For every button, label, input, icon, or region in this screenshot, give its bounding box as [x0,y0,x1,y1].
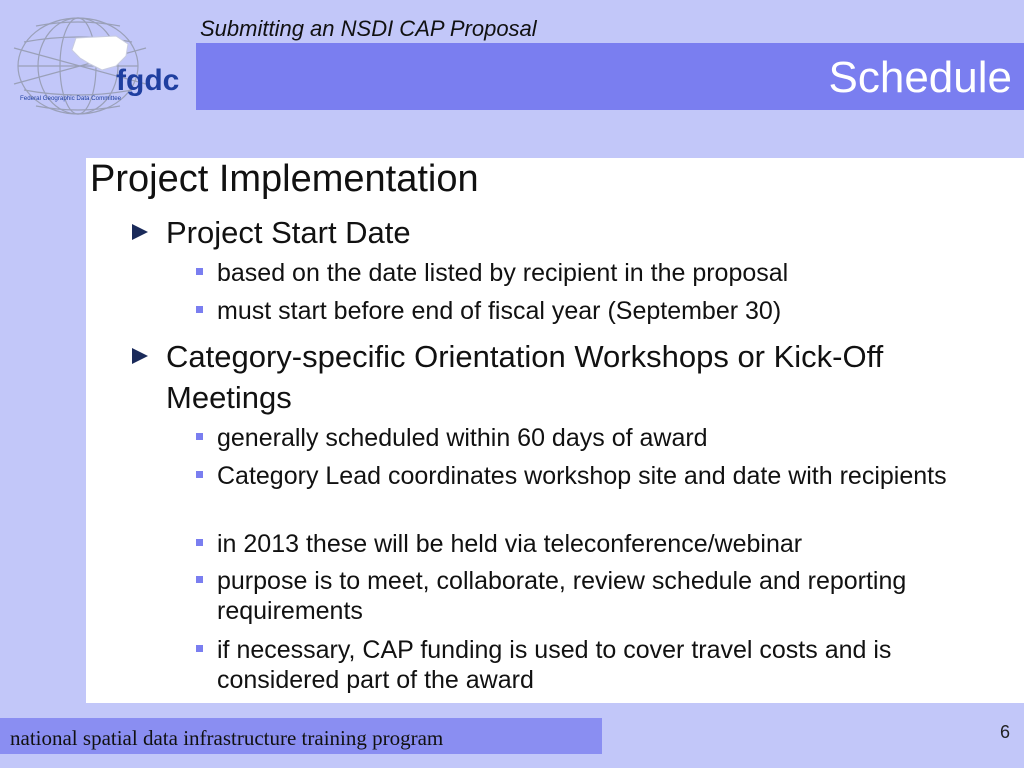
bullet-level2 [217,635,987,695]
bullet-level2-text: based on the date listed by recipient in the proposal [217,259,789,287]
content-panel [86,158,1024,703]
page-number: 6 [1000,722,1011,742]
title-bar [196,43,1024,110]
bullet-level2 [217,529,987,559]
bullet-level2 [217,461,987,491]
bullet-level2-text: if necessary, CAP funding is used to cover travel costs and is considered part of the award [217,636,892,694]
bullet-level1-text: Category-specific Orientation Workshops or Kick-Off Meetings [166,339,884,415]
square-bullet-icon [196,539,203,546]
footer-bar [0,718,602,754]
bullet-level1 [166,212,986,253]
content-heading: Project Implementation [90,158,479,200]
bullet-level2 [217,296,987,326]
logo-fgdc-text: fgdc [116,64,180,97]
fgdc-logo [6,8,184,120]
square-bullet-icon [196,306,203,313]
bullet-level2-text: purpose is to meet, collaborate, review schedule and reporting requirements [217,567,907,625]
bullet-level2-text: in 2013 these will be held via teleconference/webinar [217,530,803,558]
bullet-level1 [166,336,986,418]
arrow-bullet-icon [132,348,148,364]
bullet-level2-text: Category Lead coordinates workshop site and date with recipients [217,462,947,490]
square-bullet-icon [196,645,203,652]
bullet-level2 [217,566,987,626]
bullet-level2 [217,423,987,453]
square-bullet-icon [196,576,203,583]
bullet-level2-text: generally scheduled within 60 days of award [217,424,708,452]
square-bullet-icon [196,268,203,275]
bullet-level2 [217,258,987,288]
bullet-level2-text: must start before end of fiscal year (September 30) [217,297,782,325]
square-bullet-icon [196,433,203,440]
bullet-level1-text: Project Start Date [166,215,411,250]
slide-title: Schedule [828,53,1012,102]
square-bullet-icon [196,471,203,478]
slide-subtitle: Submitting an NSDI CAP Proposal [200,16,537,41]
logo-tagline: Federal Geographic Data Committee [20,95,122,102]
arrow-bullet-icon [132,224,148,240]
footer-text: national spatial data infrastructure training program [10,726,444,750]
